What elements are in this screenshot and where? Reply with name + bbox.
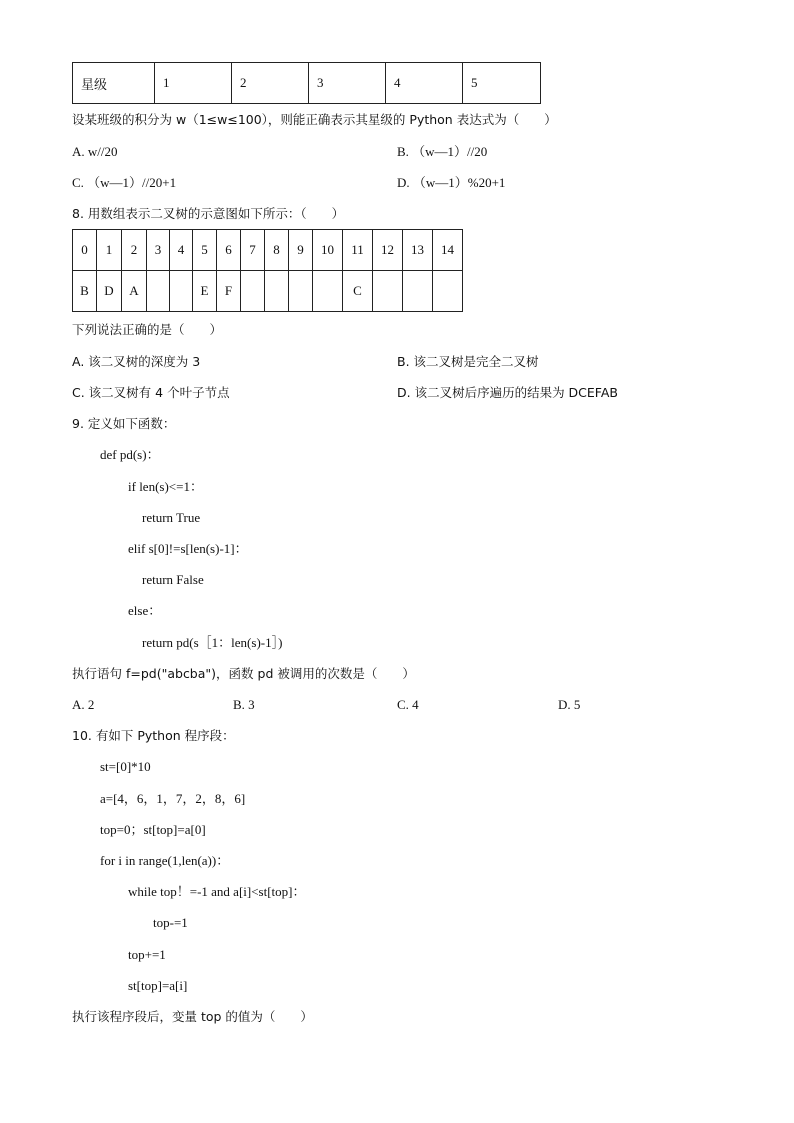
- q8-prompt: 下列说法正确的是（ ）: [72, 322, 223, 337]
- index-cell: 5: [193, 230, 217, 271]
- code-line: top=0；st[top]=a[0]: [100, 822, 206, 837]
- value-cell: [313, 271, 343, 312]
- value-cell: C: [343, 271, 373, 312]
- q8-option-c: C. 该二叉树有 4 个叶子节点: [72, 385, 230, 400]
- index-cell: 7: [241, 230, 265, 271]
- q8-stem: 8. 用数组表示二叉树的示意图如下所示：（ ）: [72, 206, 345, 221]
- code-line: return True: [142, 510, 201, 525]
- index-cell: 11: [343, 230, 373, 271]
- q7-option-b: B. （w—1）//20: [397, 144, 488, 159]
- q10-stem: 10. 有如下 Python 程序段：: [72, 728, 235, 743]
- code-line: for i in range(1,len(a))：: [100, 853, 230, 868]
- code-line: return False: [142, 572, 204, 587]
- table-row: [73, 63, 541, 104]
- code-line: elif s[0]!=s[len(s)-1]：: [128, 541, 248, 556]
- table-cell: 1: [155, 63, 232, 104]
- code-line: top-=1: [153, 915, 188, 930]
- value-cell: [265, 271, 289, 312]
- star-table: [72, 62, 541, 104]
- q9-option-c: C. 4: [397, 697, 419, 712]
- code-line: else：: [128, 603, 162, 618]
- q7-option-a: A. w//20: [72, 144, 118, 159]
- array-table: [72, 229, 463, 312]
- q7-stem: 设某班级的积分为 w（1≤w≤100），则能正确表示其星级的 Python 表达式为（ ）: [72, 112, 557, 127]
- value-cell: [403, 271, 433, 312]
- table-cell: 4: [386, 63, 463, 104]
- code-line: if len(s)<=1：: [128, 479, 203, 494]
- index-cell: 9: [289, 230, 313, 271]
- index-cell: 6: [217, 230, 241, 271]
- table-row: [73, 230, 463, 271]
- value-cell: [170, 271, 193, 312]
- code-line: st=[0]*10: [100, 759, 151, 774]
- value-cell: [289, 271, 313, 312]
- code-line: a=[4，6，1，7，2，8，6]: [100, 791, 246, 806]
- q8-option-d: D. 该二叉树后序遍历的结果为 DCEFAB: [397, 385, 618, 400]
- value-cell: D: [97, 271, 122, 312]
- table-cell: 2: [232, 63, 309, 104]
- index-cell: 14: [433, 230, 463, 271]
- index-cell: 2: [122, 230, 147, 271]
- q8-option-b: B. 该二叉树是完全二叉树: [397, 354, 539, 369]
- index-cell: 3: [147, 230, 170, 271]
- table-cell: 3: [309, 63, 386, 104]
- index-cell: 8: [265, 230, 289, 271]
- code-line: while top！=-1 and a[i]<st[top]：: [128, 884, 306, 899]
- code-line: top+=1: [128, 947, 166, 962]
- index-cell: 0: [73, 230, 97, 271]
- index-cell: 13: [403, 230, 433, 271]
- q9-stem: 9. 定义如下函数：: [72, 416, 176, 431]
- value-cell: E: [193, 271, 217, 312]
- code-line: return pd(s［1：len(s)-1］): [142, 635, 283, 650]
- q7-option-c: C. （w—1）//20+1: [72, 175, 177, 190]
- value-cell: [433, 271, 463, 312]
- value-cell: [373, 271, 403, 312]
- q9-option-a: A. 2: [72, 697, 95, 712]
- value-cell: [241, 271, 265, 312]
- q9-option-d: D. 5: [558, 697, 581, 712]
- q9-question: 执行语句 f=pd("abcba")，函数 pd 被调用的次数是（ ）: [72, 666, 415, 681]
- index-cell: 1: [97, 230, 122, 271]
- q8-option-a: A. 该二叉树的深度为 3: [72, 354, 201, 369]
- value-cell: [147, 271, 170, 312]
- code-line: st[top]=a[i]: [128, 978, 188, 993]
- index-cell: 10: [313, 230, 343, 271]
- index-cell: 4: [170, 230, 193, 271]
- table-cell: 5: [463, 63, 541, 104]
- q7-option-d: D. （w—1）%20+1: [397, 175, 506, 190]
- value-cell: B: [73, 271, 97, 312]
- table-cell: 星级: [73, 63, 155, 104]
- code-line: def pd(s)：: [100, 447, 160, 462]
- value-cell: F: [217, 271, 241, 312]
- index-cell: 12: [373, 230, 403, 271]
- q9-option-b: B. 3: [233, 697, 255, 712]
- value-cell: A: [122, 271, 147, 312]
- q10-question: 执行该程序段后，变量 top 的值为（ ）: [72, 1009, 313, 1024]
- table-row: [73, 271, 463, 312]
